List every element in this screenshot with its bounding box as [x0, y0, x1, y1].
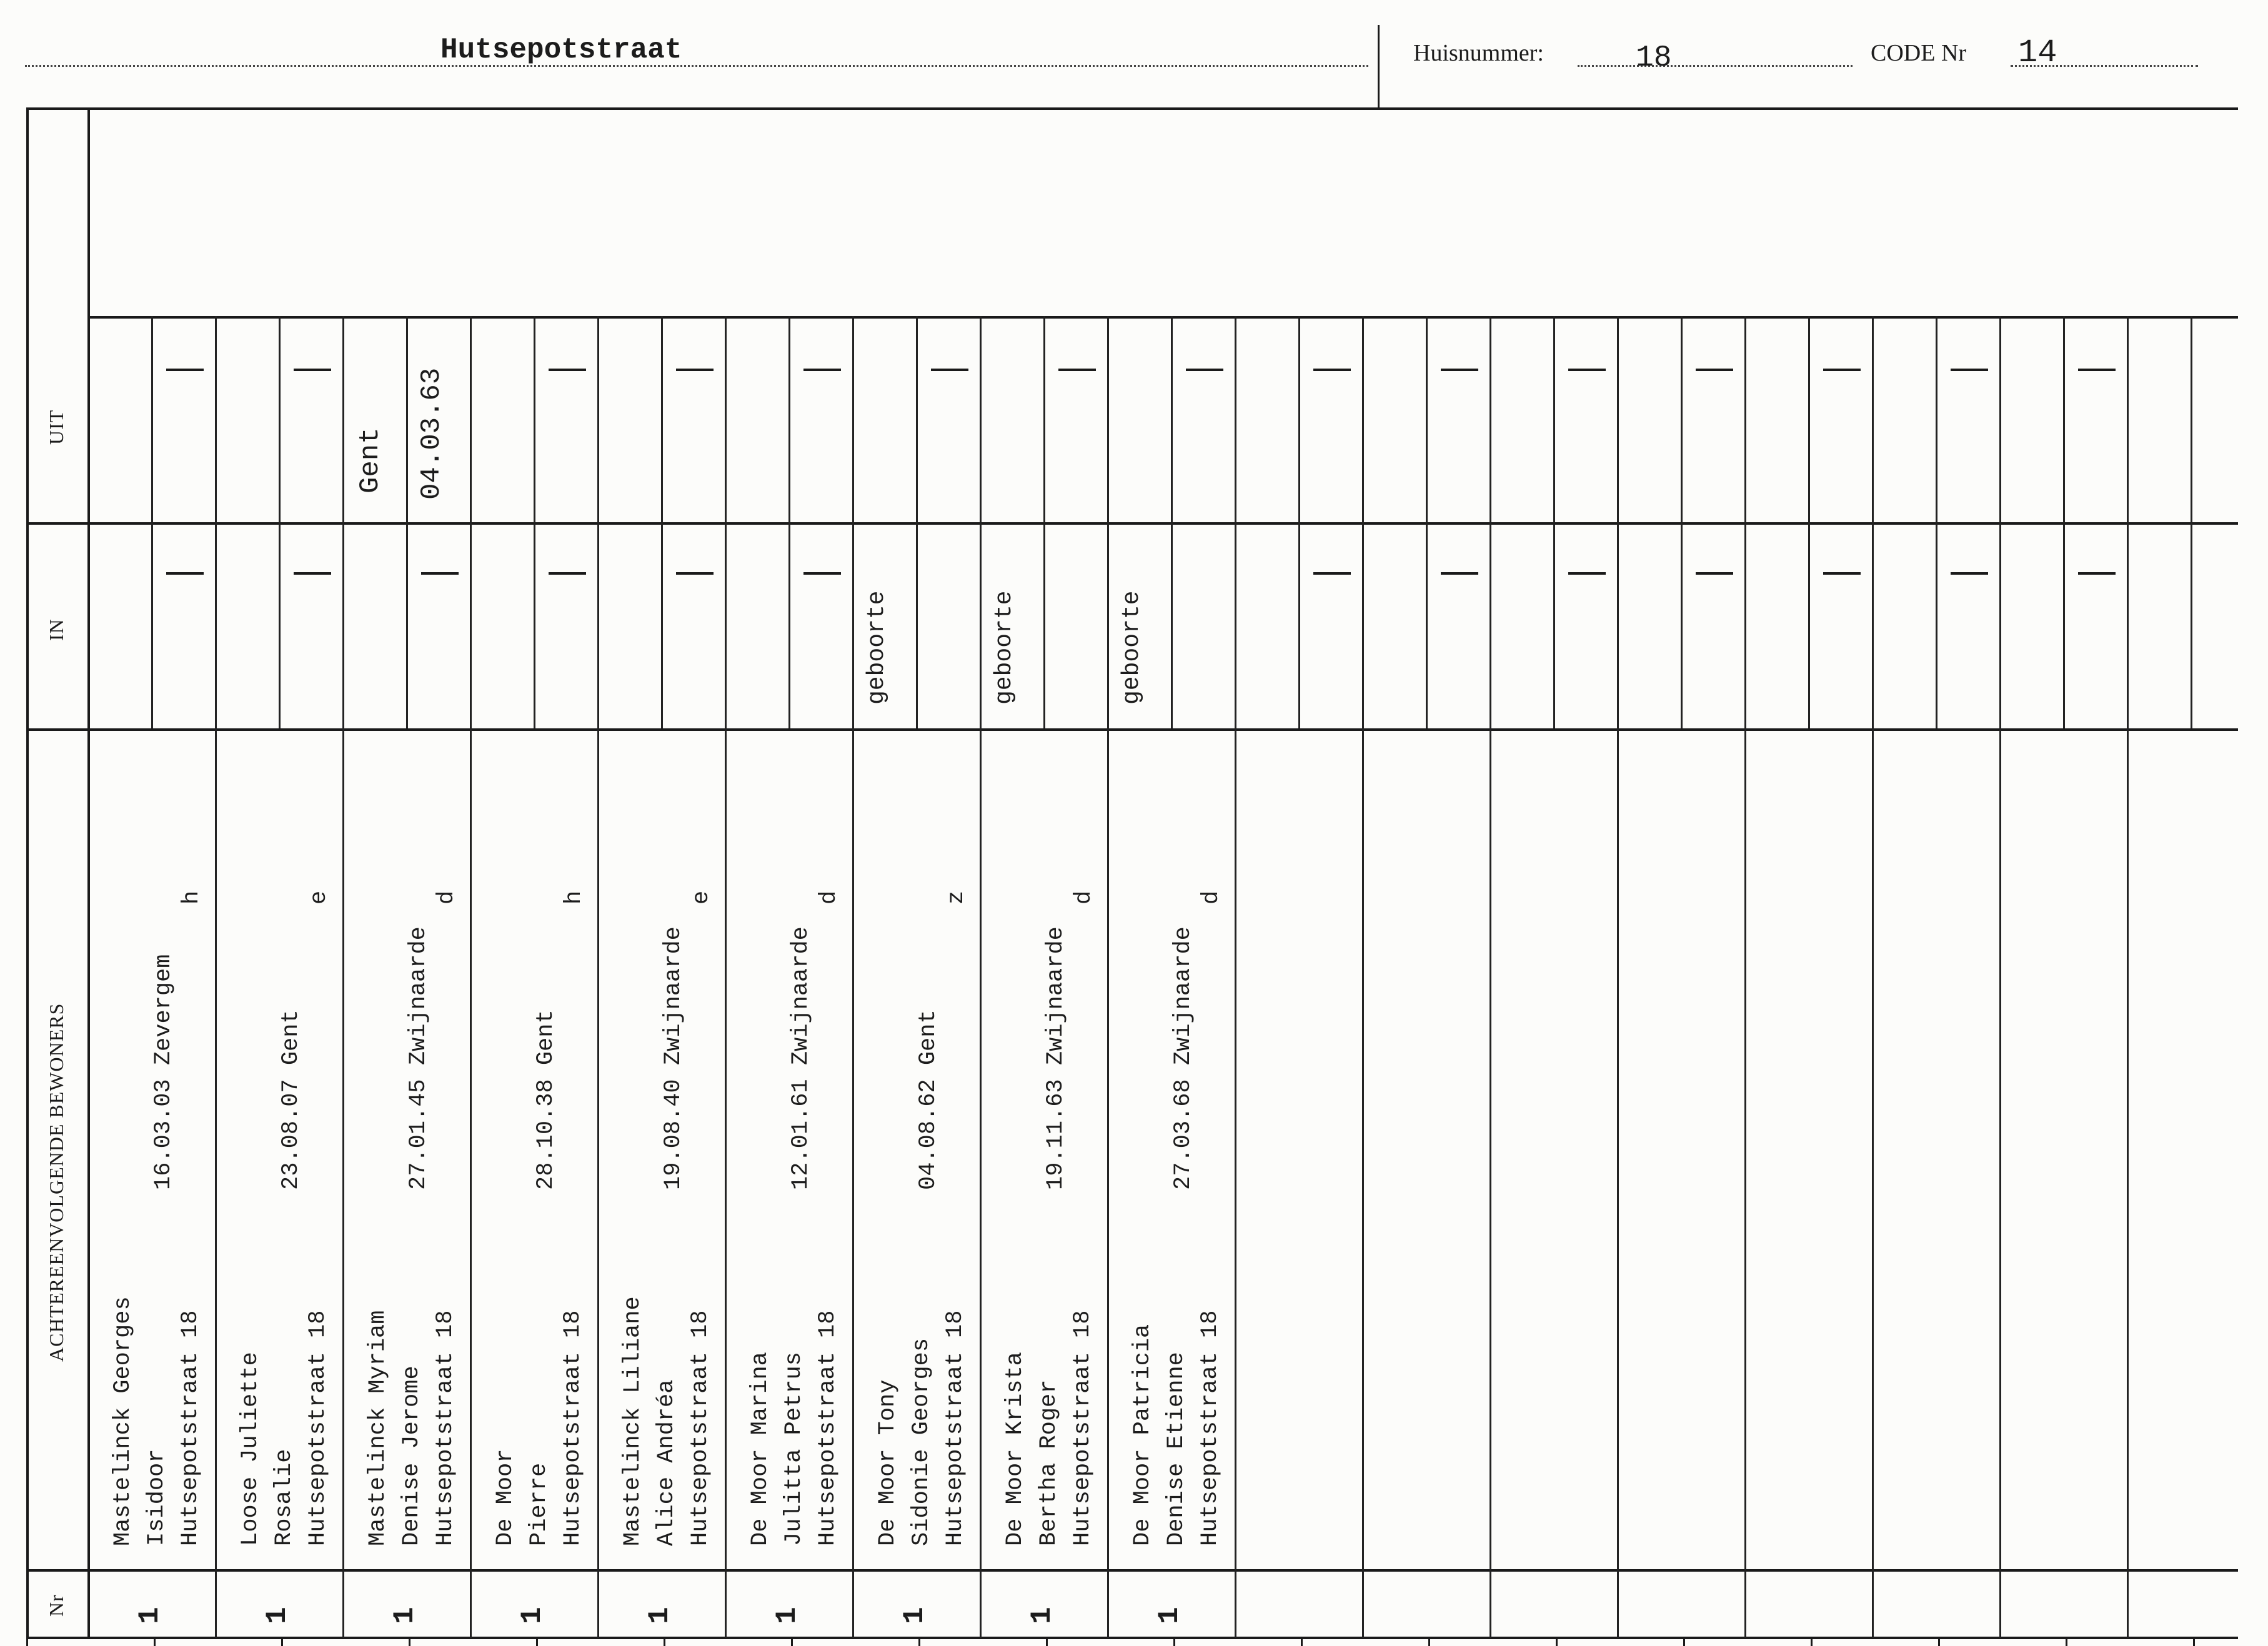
relation-code: e: [306, 890, 332, 905]
street-name: Hutsepotstraat: [440, 34, 682, 66]
nr-value: 1: [644, 1607, 676, 1624]
resident-name: Loose Juliette: [237, 1352, 264, 1546]
column-divider: [1617, 316, 1619, 1638]
huisnummer-label: Huisnummer:: [1413, 40, 1544, 66]
resident-name: De Moor Tony: [875, 1379, 901, 1546]
huisnummer-dotted-line: [1578, 65, 1853, 67]
bottom-tick: [791, 1637, 793, 1646]
bottom-tick: [1173, 1637, 1175, 1646]
sub-column-divider: [916, 316, 918, 728]
in-empty-dash: [421, 572, 459, 575]
resident-entry: [361, 1311, 462, 1546]
bottom-tick: [2193, 1637, 2195, 1646]
sub-column-divider: [406, 316, 408, 728]
nr-value: 1: [771, 1607, 803, 1624]
birth-info: 27.01.45 Zwijnaarde: [405, 926, 432, 1190]
column-divider: [470, 316, 472, 1638]
column-divider: [852, 316, 854, 1638]
sub-column-divider: [788, 316, 790, 728]
sub-column-divider: [1681, 316, 1683, 728]
uit-empty-dash: [1313, 369, 1351, 371]
resident-entry: [489, 1311, 590, 1546]
in-empty-dash: [803, 572, 841, 575]
resident-given-names: Julitta Petrus: [781, 1352, 807, 1546]
resident-name: Mastelinck Georges: [110, 1296, 136, 1546]
resident-entry: [234, 1311, 335, 1546]
birth-info: 19.08.40 Zwijnaarde: [660, 926, 687, 1190]
in-label: IN: [45, 618, 67, 641]
table-top-border: [26, 107, 2238, 110]
in-empty-dash: [294, 572, 331, 575]
birth-info: 28.10.38 Gent: [533, 1009, 559, 1190]
relation-code: d: [434, 890, 460, 905]
uit-empty-dash: [803, 369, 841, 371]
column-divider: [1490, 316, 1491, 1638]
birth-info: 23.08.07 Gent: [278, 1009, 304, 1190]
column-divider: [725, 316, 727, 1638]
resident-address: Hutsepotstraat 18: [177, 1310, 204, 1546]
in-empty-dash: [1951, 572, 1988, 575]
birth-info: 27.03.68 Zwijnaarde: [1170, 926, 1196, 1190]
resident-address: Hutsepotstraat 18: [560, 1310, 586, 1546]
bottom-tick: [1301, 1637, 1303, 1646]
resident-given-names: Alice Andréa: [654, 1379, 680, 1546]
sub-column-divider: [1936, 316, 1937, 728]
column-divider: [1872, 316, 1874, 1638]
bottom-tick: [536, 1637, 538, 1646]
sub-column-divider: [2063, 316, 2065, 728]
in-empty-dash: [1823, 572, 1861, 575]
uit-empty-dash: [549, 369, 586, 371]
header-divider: [1378, 25, 1380, 107]
resident-address: Hutsepotstraat 18: [942, 1310, 968, 1546]
in-reason: geboorte: [991, 590, 1018, 705]
column-divider: [1999, 316, 2001, 1638]
bottom-tick: [1428, 1637, 1430, 1646]
birth-info: 16.03.03 Zevergem: [151, 954, 177, 1190]
uit-empty-dash: [166, 369, 204, 371]
resident-entry: [106, 1296, 207, 1546]
uit-empty-dash: [676, 369, 714, 371]
uit-label: UIT: [45, 409, 67, 445]
bottom-tick: [1556, 1637, 1558, 1646]
bottom-tick: [664, 1637, 665, 1646]
relation-code: z: [943, 890, 970, 905]
resident-given-names: Denise Etienne: [1163, 1352, 1190, 1546]
resident-name: De Moor Krista: [1002, 1352, 1028, 1546]
in-empty-dash: [676, 572, 714, 575]
sub-column-divider: [1171, 316, 1173, 728]
table-bottom-border: [26, 1637, 2238, 1639]
column-divider: [215, 316, 217, 1638]
relation-code: d: [816, 890, 842, 905]
relation-code: d: [1198, 890, 1225, 905]
resident-given-names: Sidonie Georges: [908, 1337, 935, 1546]
uit-empty-dash: [931, 369, 968, 371]
nr-value: 1: [261, 1607, 294, 1624]
in-empty-dash: [1568, 572, 1606, 575]
in-empty-dash: [1696, 572, 1733, 575]
uit-empty-dash: [2078, 369, 2116, 371]
sub-column-divider: [1426, 316, 1428, 728]
column-divider: [597, 316, 599, 1638]
column-divider: [980, 316, 982, 1638]
resident-entry: [744, 1311, 845, 1546]
resident-given-names: Isidoor: [144, 1449, 170, 1546]
column-divider: [2127, 316, 2129, 1638]
resident-given-names: Denise Jerome: [399, 1366, 425, 1546]
sub-column-divider: [1808, 316, 1810, 728]
uit-empty-dash: [1441, 369, 1478, 371]
bottom-tick: [1683, 1637, 1685, 1646]
nr-value: 1: [1026, 1607, 1058, 1624]
nr-top-line: [26, 1569, 2238, 1572]
bottom-tick: [281, 1637, 283, 1646]
uit-empty-dash: [1951, 369, 1988, 371]
sub-column-divider: [661, 316, 663, 728]
in-top-line: [26, 522, 2238, 525]
uit-empty-dash: [294, 369, 331, 371]
birth-info: 04.08.62 Gent: [915, 1009, 942, 1190]
relation-code: d: [1071, 890, 1097, 905]
uit-place: Gent: [355, 427, 386, 493]
bottom-tick: [2066, 1637, 2067, 1646]
nr-value: 1: [389, 1607, 421, 1624]
relation-code: h: [561, 890, 587, 905]
resident-address: Hutsepotstraat 18: [305, 1310, 331, 1546]
resident-given-names: Rosalie: [271, 1449, 297, 1546]
column-divider: [1107, 316, 1109, 1638]
in-empty-dash: [1313, 572, 1351, 575]
uit-date: 04.03.63: [416, 367, 447, 500]
column-divider: [1235, 316, 1236, 1638]
resident-entry: [998, 1311, 1100, 1546]
resident-given-names: Pierre: [526, 1462, 552, 1546]
bottom-tick: [1046, 1637, 1048, 1646]
birth-info: 12.01.61 Zwijnaarde: [788, 926, 814, 1190]
code-label: CODE Nr: [1871, 40, 1967, 66]
code-value: 14: [2018, 34, 2057, 71]
resident-name: De Moor Patricia: [1130, 1324, 1156, 1546]
bewoners-top-line: [26, 728, 2238, 731]
uit-empty-dash: [1696, 369, 1733, 371]
column-divider: [1362, 316, 1364, 1638]
resident-address: Hutsepotstraat 18: [1197, 1310, 1223, 1546]
in-empty-dash: [166, 572, 204, 575]
nr-value: 1: [898, 1607, 931, 1624]
sub-column-divider: [1043, 316, 1045, 728]
resident-address: Hutsepotstraat 18: [1070, 1310, 1096, 1546]
street-dotted-line: [25, 65, 1368, 67]
in-reason: geboorte: [863, 590, 890, 705]
resident-name: De Moor Marina: [747, 1352, 773, 1546]
bewoners-label: ACHTEREENVOLGENDE BEWONERS: [45, 1003, 67, 1362]
resident-address: Hutsepotstraat 18: [815, 1310, 841, 1546]
sub-column-divider: [1298, 316, 1300, 728]
sub-column-divider: [534, 316, 535, 728]
resident-name: Mastelinck Myriam: [365, 1310, 391, 1546]
nr-value: 1: [134, 1607, 166, 1624]
uit-empty-dash: [1568, 369, 1606, 371]
resident-given-names: Bertha Roger: [1036, 1379, 1062, 1546]
column-divider: [342, 316, 344, 1638]
sub-column-divider: [2191, 316, 2192, 728]
in-reason: geboorte: [1118, 590, 1145, 705]
in-empty-dash: [549, 572, 586, 575]
in-empty-dash: [2078, 572, 2116, 575]
resident-entry: [1126, 1311, 1227, 1546]
nr-value: 1: [516, 1607, 549, 1624]
huisnummer-value: 18: [1636, 41, 1672, 75]
bottom-tick: [1811, 1637, 1813, 1646]
uit-empty-dash: [1823, 369, 1861, 371]
resident-address: Hutsepotstraat 18: [687, 1310, 714, 1546]
resident-entry: [616, 1296, 717, 1546]
relation-code: h: [179, 890, 205, 905]
bottom-tick: [154, 1637, 156, 1646]
resident-name: De Moor: [492, 1449, 519, 1546]
birth-info: 19.11.63 Zwijnaarde: [1043, 926, 1069, 1190]
sub-column-divider: [151, 316, 153, 728]
column-divider: [1744, 316, 1746, 1638]
in-empty-dash: [1441, 572, 1478, 575]
bottom-tick: [1938, 1637, 1940, 1646]
bottom-tick: [918, 1637, 920, 1646]
sub-column-divider: [279, 316, 281, 728]
resident-address: Hutsepotstraat 18: [432, 1310, 459, 1546]
label-column-border: [87, 107, 90, 1638]
resident-name: Mastelinck Liliane: [620, 1296, 646, 1546]
sub-column-divider: [1553, 316, 1555, 728]
nr-value: 1: [1153, 1607, 1186, 1624]
uit-empty-dash: [1058, 369, 1096, 371]
resident-entry: [871, 1311, 972, 1546]
nr-label: Nr: [45, 1594, 67, 1617]
relation-code: e: [689, 890, 715, 905]
bottom-tick: [26, 1637, 28, 1646]
uit-empty-dash: [1186, 369, 1223, 371]
table-left-border: [26, 107, 29, 1638]
bottom-tick: [409, 1637, 410, 1646]
uit-top-line: [87, 316, 2238, 319]
